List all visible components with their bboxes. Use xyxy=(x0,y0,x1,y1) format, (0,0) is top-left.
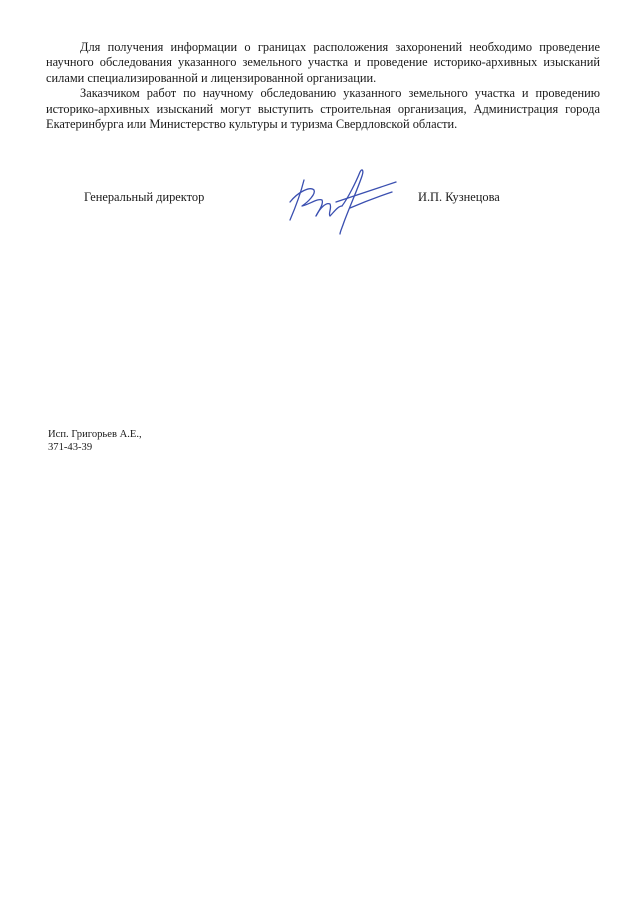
executor-name: Исп. Григорьев А.Е., xyxy=(48,429,142,440)
executor-phone: 371-43-39 xyxy=(48,442,93,453)
handwritten-signature-icon xyxy=(268,162,408,242)
paragraph-work-customer: Заказчиком работ по научному обследованию указанного земельного участка и проведению историко-архивных изысканий могут выступить строительная организация, Администрация города Екатеринбурга или Министерство культуры и туризма Свердловской области. xyxy=(46,86,600,132)
signer-title: Генеральный директор xyxy=(84,190,205,204)
signer-name: И.П. Кузнецова xyxy=(418,190,500,204)
paragraph-burial-boundaries: Для получения информации о границах расположения захоронений необходимо проведение научного обследования указанного земельного участка и проведение историко-архивных изысканий силами специализированной и лицензированной организации. xyxy=(46,40,600,85)
signature-block xyxy=(0,184,624,254)
executor-info xyxy=(48,428,142,454)
document-body xyxy=(46,40,600,132)
